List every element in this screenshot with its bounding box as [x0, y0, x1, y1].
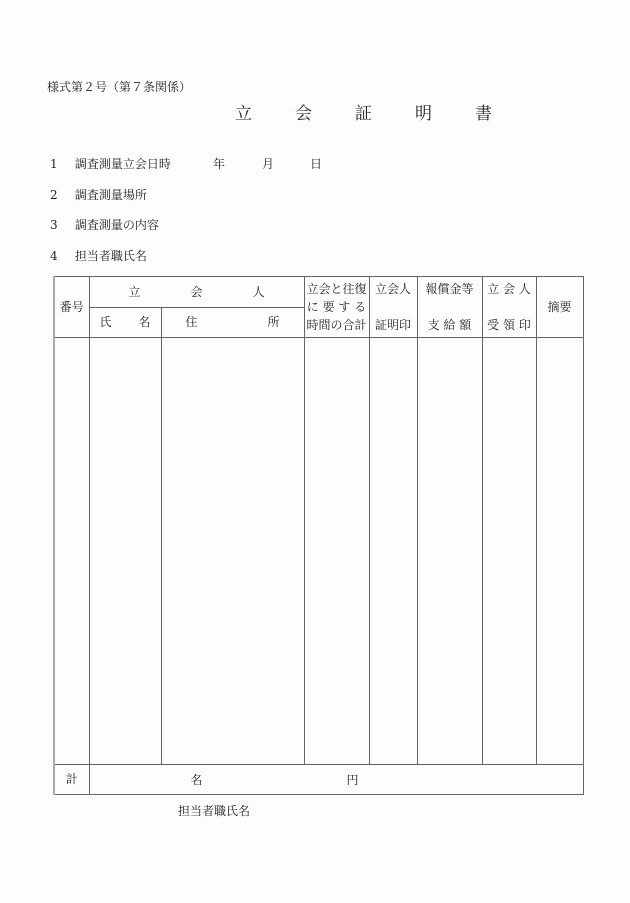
header-text: 名 — [138, 315, 151, 330]
header-text: 立会と往復 — [306, 282, 367, 296]
header-text: 住 — [185, 315, 198, 330]
header-remarks: 摘要 — [536, 277, 583, 338]
item-number: 4 — [50, 249, 58, 263]
item-survey-datetime — [50, 155, 171, 172]
total-content — [89, 765, 583, 795]
header-text: 立 — [128, 284, 141, 299]
header-compensation — [417, 277, 482, 338]
year-label: 年 — [213, 157, 226, 171]
header-number: 番号 — [54, 277, 89, 338]
total-row — [54, 765, 583, 795]
cell-receipt-seal[interactable] — [482, 338, 536, 765]
header-address — [161, 308, 304, 338]
header-name — [89, 308, 161, 338]
item-number: 1 — [50, 157, 58, 171]
item-survey-location — [50, 186, 147, 203]
header-text: に 要 す る — [306, 299, 367, 314]
witness-table — [53, 276, 584, 795]
form-number: 様式第２号（第７条関係） — [47, 80, 192, 94]
document-title: 立 会 証 明 書 — [235, 104, 505, 124]
total-label: 計 — [54, 765, 89, 795]
header-text: 立会人 — [374, 282, 411, 296]
item-label: 担当者職氏名 — [74, 249, 147, 263]
day-label: 日 — [310, 157, 323, 171]
cell-address[interactable] — [161, 338, 304, 765]
header-receipt-seal — [482, 277, 536, 338]
footer-person-in-charge: 担当者職氏名 — [178, 804, 251, 818]
header-witness-seal — [369, 277, 417, 338]
table-body-row — [54, 338, 583, 765]
item-label: 調査測量立会日時 — [74, 157, 171, 171]
total-yen-unit: 円 — [346, 773, 359, 787]
header-text: 会 — [190, 284, 203, 299]
header-text: 所 — [267, 315, 280, 330]
cell-remarks[interactable] — [536, 338, 583, 765]
item-number: 2 — [50, 188, 58, 202]
header-time-total — [304, 277, 369, 338]
month-label: 月 — [262, 157, 275, 171]
header-text: 時間の合計 — [306, 317, 367, 332]
header-text: 受 領 印 — [487, 317, 531, 332]
cell-number[interactable] — [54, 338, 89, 765]
item-person-in-charge — [50, 247, 147, 264]
header-witness-group — [89, 277, 304, 308]
item-survey-content — [50, 216, 159, 233]
cell-time-total[interactable] — [304, 338, 369, 765]
header-text: 氏 — [99, 315, 112, 330]
total-name-unit: 名 — [190, 773, 203, 787]
header-text: 報償金等 — [425, 282, 474, 296]
item-label: 調査測量の内容 — [74, 218, 159, 232]
cell-name[interactable] — [89, 338, 161, 765]
cell-compensation[interactable] — [417, 338, 482, 765]
header-text: 人 — [252, 284, 265, 299]
item-number: 3 — [50, 218, 58, 232]
header-text: 証明印 — [374, 317, 411, 332]
header-text: 支 給 額 — [427, 317, 472, 332]
header-text: 立 会 人 — [487, 282, 531, 296]
item-label: 調査測量場所 — [74, 188, 147, 202]
cell-witness-seal[interactable] — [369, 338, 417, 765]
